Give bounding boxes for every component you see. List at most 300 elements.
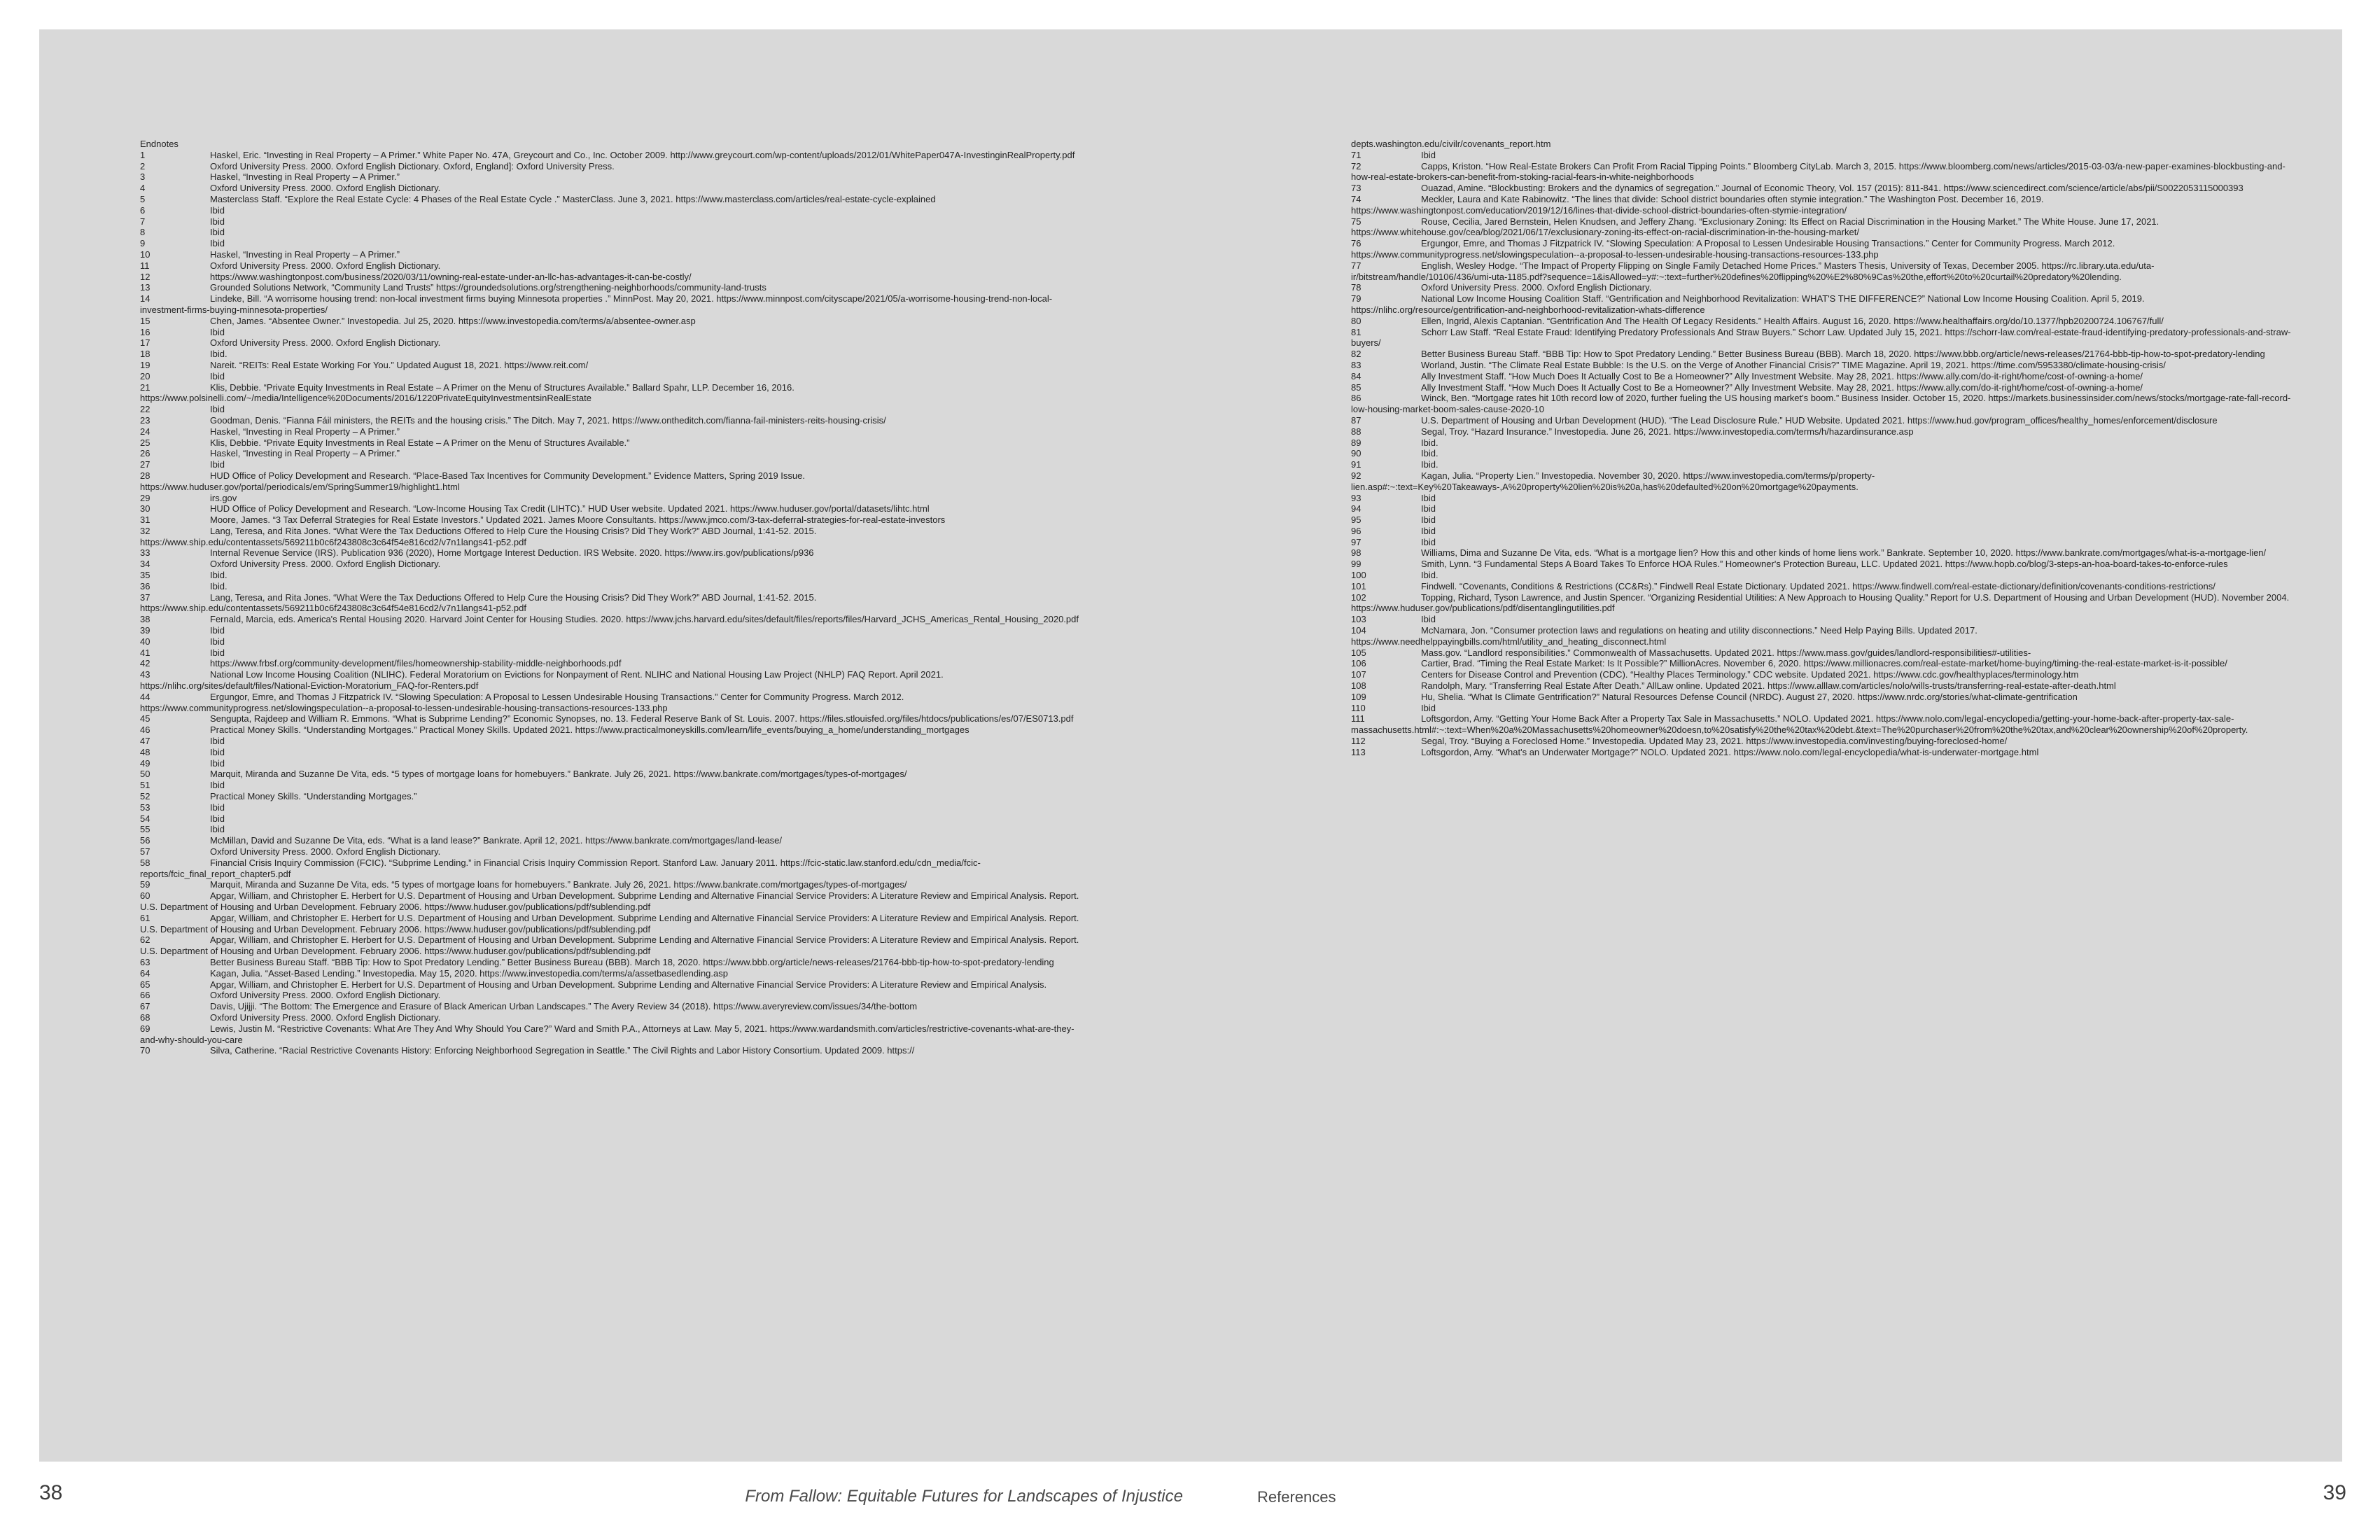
endnote-number: 44 bbox=[140, 691, 150, 702]
endnote-item-20 bbox=[140, 371, 1092, 382]
endnote-number: 46 bbox=[140, 724, 150, 736]
endnote-item-67 bbox=[140, 1001, 1092, 1012]
endnote-number: 19 bbox=[140, 359, 150, 370]
endnote-text: Ibid bbox=[210, 216, 225, 227]
endnote-number: 36 bbox=[140, 580, 150, 592]
endnote-item-77 bbox=[1351, 260, 2292, 283]
endnote-number: 68 bbox=[140, 1011, 150, 1023]
endnote-text: Ellen, Ingrid, Alexis Captanian. “Gentrification And The Health Of Legacy Residents.” Health Affairs. August 16, 2020. https://www.healthaffairs.org/do/10.1377/hpb20200724.106767/full/ bbox=[1421, 315, 2164, 326]
endnote-item-35 bbox=[140, 570, 1092, 581]
endnote-number: 91 bbox=[1351, 459, 1362, 470]
endnote-number: 63 bbox=[140, 956, 150, 967]
endnote-text: Worland, Justin. “The Climate Real Estate Bubble: Is the U.S. on the Verge of Another Financial Crisis?” TIME Magazine. April 19, 2021. https://time.com/5953380/climate-housing-crisis/ bbox=[1421, 359, 2166, 370]
endnote-text: Grounded Solutions Network, “Community Land Trusts” https://groundedsolutions.org/strengthening-neighborhoods/community-land-trusts bbox=[210, 282, 766, 293]
endnote-number: 113 bbox=[1351, 746, 1366, 757]
endnote-item-26 bbox=[140, 448, 1092, 459]
endnote-number: 45 bbox=[140, 713, 150, 724]
endnote-item-106 bbox=[1351, 658, 2292, 669]
endnote-number: 108 bbox=[1351, 680, 1366, 692]
endnote-text: Oxford University Press. 2000. Oxford English Dictionary. bbox=[210, 337, 441, 349]
endnote-number: 96 bbox=[1351, 525, 1362, 536]
endnote-text: Klis, Debbie. “Private Equity Investments in Real Estate – A Primer on the Menu of Structures Available.” bbox=[210, 437, 630, 448]
endnote-item-30 bbox=[140, 503, 1092, 514]
endnote-text: McMillan, David and Suzanne De Vita, eds. “What is a land lease?” Bankrate. April 12, 2021. https://www.bankrate.com/mortgages/land-lease/ bbox=[210, 835, 783, 846]
endnote-text: irs.gov bbox=[210, 492, 237, 503]
endnote-number: 14 bbox=[140, 293, 150, 304]
endnote-text: Oxford University Press. 2000. Oxford English Dictionary. bbox=[1421, 282, 1652, 293]
endnote-item-55 bbox=[140, 824, 1092, 835]
endnote-item-32 bbox=[140, 526, 1092, 548]
endnote-item-103 bbox=[1351, 614, 2292, 625]
endnotes-column-left bbox=[140, 139, 1092, 1056]
endnote-text: Meckler, Laura and Kate Rabinowitz. “The lines that divide: School district boundaries often stymie integration.” The Washington Post. December 16, 2019. https://www.washingtonpost.com/education/2019/12/16/lines-that-divide-school-district-boundaries-often-stymie-integration/ bbox=[1351, 193, 2044, 216]
endnote-item-73 bbox=[1351, 183, 2292, 194]
endnote-number: 75 bbox=[1351, 216, 1362, 227]
endnote-number: 109 bbox=[1351, 691, 1366, 702]
endnote-number: 95 bbox=[1351, 514, 1362, 526]
endnote-number: 98 bbox=[1351, 547, 1362, 559]
endnote-number: 62 bbox=[140, 934, 150, 946]
endnote-item-36 bbox=[140, 581, 1092, 592]
endnote-item-37 bbox=[140, 592, 1092, 615]
endnote-number: 85 bbox=[1351, 382, 1362, 393]
endnote-text: Silva, Catherine. “Racial Restrictive Covenants History: Enforcing Neighborhood Segregation in Seattle.” The Civil Rights and Labor History Consortium. Updated 2009. https:// bbox=[210, 1045, 915, 1056]
endnotes-right-list bbox=[1351, 150, 2292, 758]
endnote-number: 110 bbox=[1351, 702, 1366, 713]
endnote-text: McNamara, Jon. “Consumer protection laws and regulations on heating and utility disconnections.” Need Help Paying Bills. Updated 2017. https://www.needhelppayingbills.com/html/utility_and_heating_disconnect.html bbox=[1351, 625, 1977, 647]
endnote-text: Topping, Richard, Tyson Lawrence, and Justin Spencer. “Organizing Residential Utilities: A New Approach to Housing Quality.” Report for U.S. Department of Housing and Urban Development (HUD). November 2004. https://www.huduser.gov/publications/pdf/disentanglingutilities.pdf bbox=[1351, 592, 2290, 614]
endnote-number: 78 bbox=[1351, 282, 1362, 293]
endnote-text: Ibid bbox=[1421, 614, 1436, 625]
endnote-text: Haskel, “Investing in Real Property – A Primer.” bbox=[210, 172, 400, 183]
endnote-text: Rouse, Cecilia, Jared Bernstein, Helen Knudsen, and Jeffery Zhang. “Exclusionary Zoning: Its Effect on Racial Discrimination in the Housing Market.” The White House. June 17, 2021. https://www.whitehouse.gov/cea/blog/2021/06/17/exclusionary-zoning-its-effect-on-racial-discrimination-in-the-housing-market/ bbox=[1351, 216, 2160, 238]
endnote-text: Loftsgordon, Amy. “Getting Your Home Back After a Property Tax Sale in Massachusetts.” NOLO. Updated 2021. https://www.nolo.com/legal-encyclopedia/getting-your-home-back-after-property-tax-sale-massachusetts.html#:~:text=When%20a%20Massachusetts%20homeowner%20doesn,to%20satisfy%20the%20tax%20debt.&text=The%20purchaser%20from%20the%20tax,and%20clear%20ownership%20of%20property. bbox=[1351, 713, 2248, 736]
endnote-text: Masterclass Staff. “Explore the Real Estate Cycle: 4 Phases of the Real Estate Cycle .” MasterClass. June 3, 2021. https://www.masterclass.com/articles/real-estate-cycle-explained bbox=[210, 193, 936, 204]
endnote-item-16 bbox=[140, 327, 1092, 338]
endnote-item-14 bbox=[140, 293, 1092, 316]
endnote-item-7 bbox=[140, 216, 1092, 227]
endnote-number: 71 bbox=[1351, 149, 1362, 160]
endnote-item-111 bbox=[1351, 713, 2292, 736]
endnote-text: Loftsgordon, Amy. “What's an Underwater Mortgage?” NOLO. Updated 2021. https://www.nolo.com/legal-encyclopedia/what-is-underwater-mortgage.html bbox=[1421, 746, 2039, 757]
endnote-item-9 bbox=[140, 238, 1092, 249]
endnote-number: 17 bbox=[140, 337, 150, 349]
endnote-text: Marquit, Miranda and Suzanne De Vita, eds. “5 types of mortgage loans for homebuyers.” Bankrate. July 26, 2021. https://www.bankrate.com/mortgages/types-of-mortgages/ bbox=[210, 879, 907, 890]
endnote-number: 88 bbox=[1351, 426, 1362, 437]
endnote-number: 102 bbox=[1351, 592, 1366, 603]
endnote-item-113 bbox=[1351, 747, 2292, 758]
endnote-number: 89 bbox=[1351, 437, 1362, 448]
endnote-number: 23 bbox=[140, 414, 150, 426]
endnote-text: National Low Income Housing Coalition Staff. “Gentrification and Neighborhood Revitalization: WHAT'S THE DIFFERENCE?” National Low Income Housing Coalition. April 5, 2019. https://nlihc.org/resource/gentrification-and-neighborhood-revitalization-whats-difference bbox=[1351, 293, 2145, 315]
endnote-number: 111 bbox=[1351, 713, 1365, 724]
endnote-number: 1 bbox=[140, 149, 146, 160]
endnote-text: Oxford University Press. 2000. Oxford English Dictionary. Oxford, England]: Oxford University Press. bbox=[210, 160, 615, 172]
endnote-number: 39 bbox=[140, 625, 150, 636]
endnote-text: Lang, Teresa, and Rita Jones. “What Were the Tax Deductions Offered to Help Cure the Housing Crisis? Did They Work?” ABD Journal, 1:41-52. 2015. https://www.ship.edu/contentassets/569211b0c6f243808c3c64f54e816cd2/v7n1langs41-p52.pdf bbox=[140, 525, 817, 547]
endnote-number: 106 bbox=[1351, 658, 1366, 669]
endnote-item-101 bbox=[1351, 581, 2292, 592]
endnote-number: 58 bbox=[140, 857, 150, 868]
endnote-item-13 bbox=[140, 282, 1092, 293]
endnote-item-91 bbox=[1351, 459, 2292, 470]
endnote-text: Segal, Troy. “Hazard Insurance.” Investopedia. June 26, 2021. https://www.investopedia.com/terms/h/hazardinsurance.asp bbox=[1421, 426, 1914, 437]
endnote-item-61 bbox=[140, 913, 1092, 935]
endnote-text: Lang, Teresa, and Rita Jones. “What Were the Tax Deductions Offered to Help Cure the Housing Crisis? Did They Work?” ABD Journal, 1:41-52. 2015. https://www.ship.edu/contentassets/569211b0c6f243808c3c64f54e816cd2/v7n1langs41-p52.pdf bbox=[140, 592, 817, 614]
endnote-text: Ibid bbox=[210, 625, 225, 636]
endnote-item-48 bbox=[140, 747, 1092, 758]
endnote-item-81 bbox=[1351, 327, 2292, 349]
page-spread bbox=[39, 29, 2342, 1462]
endnote-number: 37 bbox=[140, 592, 150, 603]
endnote-item-25 bbox=[140, 438, 1092, 449]
endnote-item-84 bbox=[1351, 371, 2292, 382]
endnote-text: Klis, Debbie. “Private Equity Investments in Real Estate – A Primer on the Menu of Structures Available.” Ballard Spahr, LLP. December 16, 2016. https://www.polsinelli.com/~/media/Intelligence%20Documents/2016/1220PrivateEquityInvestmentsinRealEstate bbox=[140, 382, 794, 404]
endnote-text: Apgar, William, and Christopher E. Herbert for U.S. Department of Housing and Urban Development. Subprime Lending and Alternative Financial Service Providers: A Literature Review and Empirical Analysis. Report. U.S. Department of Housing and Urban Development. February 2006. https://www.huduser.gov/publications/pdf/sublending.pdf bbox=[140, 912, 1079, 934]
endnote-number: 93 bbox=[1351, 492, 1362, 503]
endnote-number: 107 bbox=[1351, 669, 1366, 680]
endnote-item-46 bbox=[140, 724, 1092, 736]
endnote-text: Centers for Disease Control and Prevention (CDC). “Healthy Places Terminology.” CDC website. Updated 2021. https://www.cdc.gov/healthyplaces/terminology.htm bbox=[1421, 669, 2079, 680]
endnote-item-60 bbox=[140, 890, 1092, 913]
endnote-text: Ibid. bbox=[1421, 448, 1438, 459]
endnote-item-72 bbox=[1351, 161, 2292, 183]
endnote-text: Fernald, Marcia, eds. America's Rental Housing 2020. Harvard Joint Center for Housing Studies. 2020. https://www.jchs.harvard.edu/sites/default/files/reports/files/Harvard_JCHS_Americas_Rental_Housing_2020.pdf bbox=[210, 614, 1079, 625]
endnote-text: Ibid. bbox=[210, 570, 227, 581]
endnote-text: Hu, Shelia. “What Is Climate Gentrification?” Natural Resources Defense Council (NRDC). August 27, 2020. https://www.nrdc.org/stories/what-climate-gentrification bbox=[1421, 691, 2078, 702]
endnote-text: Schorr Law Staff. “Real Estate Fraud: Identifying Predatory Professionals And Straw Buyers.” Schorr Law. Updated July 15, 2021. https://schorr-law.com/real-estate-fraud-identifying-predatory-professionals-and-straw-buyers/ bbox=[1351, 326, 2291, 349]
endnote-text: Ibid bbox=[210, 780, 225, 791]
endnote-item-19 bbox=[140, 360, 1092, 371]
endnote-item-2 bbox=[140, 161, 1092, 172]
endnote-text: Kagan, Julia. “Property Lien.” Investopedia. November 30, 2020. https://www.investopedia.com/terms/p/property-lien.asp#:~:text=Key%20Takeaways-,A%20property%20lien%20is%20a,has%20defaulted%20on%20mortgage%20payments. bbox=[1351, 470, 1875, 492]
endnote-continuation-line: depts.washington.edu/civilr/covenants_report.htm bbox=[1351, 139, 1551, 149]
endnote-item-47 bbox=[140, 736, 1092, 747]
endnote-item-5 bbox=[140, 194, 1092, 205]
endnote-item-62 bbox=[140, 934, 1092, 957]
endnote-number: 50 bbox=[140, 769, 150, 780]
endnote-text: Ibid bbox=[210, 204, 225, 216]
endnote-text: Davis, Ujijji. “The Bottom: The Emergence and Erasure of Black American Urban Landscapes.” The Avery Review 34 (2018). https://www.averyreview.com/issues/34/the-bottom bbox=[210, 1001, 918, 1012]
endnote-number: 66 bbox=[140, 990, 150, 1001]
endnote-item-95 bbox=[1351, 514, 2292, 526]
endnote-number: 29 bbox=[140, 492, 150, 503]
endnote-text: Ibid bbox=[210, 746, 225, 757]
endnote-item-34 bbox=[140, 559, 1092, 570]
endnote-number: 41 bbox=[140, 647, 150, 658]
endnote-item-21 bbox=[140, 382, 1092, 405]
endnote-number: 83 bbox=[1351, 359, 1362, 370]
endnote-text: Ibid bbox=[1421, 514, 1436, 526]
endnote-item-6 bbox=[140, 205, 1092, 216]
endnote-text: Oxford University Press. 2000. Oxford English Dictionary. bbox=[210, 559, 441, 570]
endnote-item-76 bbox=[1351, 238, 2292, 260]
endnote-number: 43 bbox=[140, 669, 150, 680]
endnote-item-93 bbox=[1351, 493, 2292, 504]
document-title: From Fallow: Equitable Futures for Landscapes of Injustice bbox=[745, 1487, 1183, 1506]
endnote-number: 33 bbox=[140, 547, 150, 559]
endnote-number: 76 bbox=[1351, 238, 1362, 249]
page-number-left: 38 bbox=[39, 1481, 63, 1504]
endnote-item-40 bbox=[140, 636, 1092, 648]
endnote-item-90 bbox=[1351, 448, 2292, 459]
endnote-item-99 bbox=[1351, 559, 2292, 570]
endnote-item-70 bbox=[140, 1045, 1092, 1056]
endnote-text: Ibid. bbox=[1421, 437, 1438, 448]
endnote-text: Ally Investment Staff. “How Much Does It Actually Cost to Be a Homeowner?” Ally Investment Website. May 28, 2021. https://www.ally.com/do-it-right/home/cost-of-owning-a-home/ bbox=[1421, 370, 2143, 382]
endnote-number: 26 bbox=[140, 448, 150, 459]
endnote-item-87 bbox=[1351, 415, 2292, 426]
endnote-number: 6 bbox=[140, 204, 146, 216]
endnote-item-24 bbox=[140, 426, 1092, 438]
endnote-text: Apgar, William, and Christopher E. Herbert for U.S. Department of Housing and Urban Development. Subprime Lending and Alternative Financial Service Providers: A Literature Review and Empirical Analysis. bbox=[210, 979, 1047, 990]
endnote-number: 53 bbox=[140, 802, 150, 813]
endnote-number: 2 bbox=[140, 160, 146, 172]
endnote-item-68 bbox=[140, 1012, 1092, 1023]
endnote-item-109 bbox=[1351, 692, 2292, 703]
endnote-item-50 bbox=[140, 769, 1092, 780]
endnote-number: 12 bbox=[140, 271, 150, 282]
endnote-item-82 bbox=[1351, 349, 2292, 360]
endnote-number: 15 bbox=[140, 315, 150, 326]
endnote-item-51 bbox=[140, 780, 1092, 791]
endnote-item-96 bbox=[1351, 526, 2292, 537]
endnote-text: Winck, Ben. “Mortgage rates hit 10th record low of 2020, further fueling the US housing market's boom.” Business Insider. October 15, 2020. https://markets.businessinsider.com/news/stocks/mortgage-rate-fall-record-low-housing-market-boom-sales-cause-2020-10 bbox=[1351, 393, 2291, 415]
endnote-text: U.S. Department of Housing and Urban Development (HUD). “The Lead Disclosure Rule.” HUD Website. Updated 2021. https://www.hud.gov/program_offices/healthy_homes/enforcement/disclosure bbox=[1421, 414, 2218, 426]
endnote-item-53 bbox=[140, 802, 1092, 813]
endnote-text: Practical Money Skills. “Understanding Mortgages.” Practical Money Skills. Updated 2021. https://www.practicalmoneyskills.com/learn/life_events/buying_a_home/understanding_mortgages bbox=[210, 724, 969, 736]
endnote-number: 13 bbox=[140, 282, 150, 293]
endnote-number: 32 bbox=[140, 525, 150, 536]
endnote-item-39 bbox=[140, 625, 1092, 636]
endnote-number: 21 bbox=[140, 382, 150, 393]
endnote-item-23 bbox=[140, 415, 1092, 426]
endnote-item-4 bbox=[140, 183, 1092, 194]
endnote-number: 9 bbox=[140, 238, 146, 249]
endnote-number: 7 bbox=[140, 216, 146, 227]
endnote-item-65 bbox=[140, 979, 1092, 990]
endnote-text: Oxford University Press. 2000. Oxford English Dictionary. bbox=[210, 990, 441, 1001]
endnote-number: 105 bbox=[1351, 647, 1366, 658]
endnote-text: Ibid bbox=[210, 326, 225, 337]
endnote-text: Ibid bbox=[210, 802, 225, 813]
endnote-number: 55 bbox=[140, 824, 150, 835]
endnote-item-11 bbox=[140, 260, 1092, 272]
endnote-number: 48 bbox=[140, 746, 150, 757]
endnote-number: 67 bbox=[140, 1001, 150, 1012]
endnote-number: 51 bbox=[140, 780, 150, 791]
endnote-text: English, Wesley Hodge. “The Impact of Property Flipping on Single Family Detached Home Prices.” Masters Thesis, University of Texas, December 2005. https://rc.library.uta.edu/uta-ir/bitstream/handle/10106/436/umi-uta-1185.pdf?sequence=1&isAllowed=y#:~:text=further%20defines%20flipping%20%E2%80%9Cas%20the,effort%20to%20curtail%20predatory%20lending. bbox=[1351, 260, 2155, 282]
endnote-text: Oxford University Press. 2000. Oxford English Dictionary. bbox=[210, 1011, 441, 1023]
endnote-number: 30 bbox=[140, 503, 150, 514]
page-number-right: 39 bbox=[2323, 1481, 2346, 1504]
endnote-item-107 bbox=[1351, 669, 2292, 680]
endnote-number: 31 bbox=[140, 514, 150, 526]
endnote-text: Ibid bbox=[210, 813, 225, 824]
endnote-text: Kagan, Julia. “Asset-Based Lending.” Investopedia. May 15, 2020. https://www.investopedia.com/terms/a/assetbasedlending.asp bbox=[210, 967, 728, 979]
endnote-item-10 bbox=[140, 249, 1092, 260]
endnote-item-112 bbox=[1351, 736, 2292, 747]
endnote-text: Haskel, “Investing in Real Property – A Primer.” bbox=[210, 426, 400, 437]
endnote-number: 49 bbox=[140, 757, 150, 769]
endnote-number: 69 bbox=[140, 1023, 150, 1034]
endnote-number: 10 bbox=[140, 248, 150, 260]
endnote-item-100 bbox=[1351, 570, 2292, 581]
endnote-number: 42 bbox=[140, 658, 150, 669]
endnote-text: Ibid bbox=[210, 227, 225, 238]
endnote-text: Cartier, Brad. “Timing the Real Estate Market: Is It Possible?” MillionAcres. November 6, 2020. https://www.millionacres.com/real-estate-market/home-buying/timing-the-real-estate-market-is-it-possible/ bbox=[1421, 658, 2227, 669]
endnote-number: 112 bbox=[1351, 736, 1366, 747]
endnote-number: 101 bbox=[1351, 580, 1366, 592]
endnote-text: Practical Money Skills. “Understanding Mortgages.” bbox=[210, 791, 417, 802]
endnote-text: Better Business Bureau Staff. “BBB Tip: How to Spot Predatory Lending.” Better Business Bureau (BBB). March 18, 2020. https://www.bbb.org/article/news-releases/21764-bbb-tip-how-to-spot-predatory-lending bbox=[210, 956, 1054, 967]
endnote-number: 90 bbox=[1351, 448, 1362, 459]
endnote-item-108 bbox=[1351, 680, 2292, 692]
endnote-number: 18 bbox=[140, 349, 150, 360]
endnote-number: 97 bbox=[1351, 536, 1362, 547]
endnote-item-75 bbox=[1351, 216, 2292, 239]
endnote-number: 4 bbox=[140, 183, 146, 194]
endnote-text: Ibid. bbox=[210, 349, 227, 360]
endnote-item-54 bbox=[140, 813, 1092, 825]
endnote-item-41 bbox=[140, 648, 1092, 659]
endnote-text: Ibid bbox=[210, 238, 225, 249]
endnote-number: 57 bbox=[140, 846, 150, 857]
endnote-number: 52 bbox=[140, 791, 150, 802]
endnote-item-85 bbox=[1351, 382, 2292, 393]
endnote-text: Apgar, William, and Christopher E. Herbert for U.S. Department of Housing and Urban Development. Subprime Lending and Alternative Financial Service Providers: A Literature Review and Empirical Analysis. Report. U.S. Department of Housing and Urban Development. February 2006. https://www.huduser.gov/publications/pdf/sublending.pdf bbox=[140, 890, 1079, 912]
endnote-item-92 bbox=[1351, 470, 2292, 493]
endnote-number: 100 bbox=[1351, 570, 1366, 581]
endnote-number: 38 bbox=[140, 614, 150, 625]
endnote-number: 104 bbox=[1351, 625, 1366, 636]
endnote-number: 65 bbox=[140, 979, 150, 990]
endnote-item-105 bbox=[1351, 648, 2292, 659]
endnotes-left-list bbox=[140, 150, 1092, 1056]
endnote-item-88 bbox=[1351, 426, 2292, 438]
endnote-text: Ibid bbox=[210, 824, 225, 835]
endnote-number: 70 bbox=[140, 1045, 150, 1056]
endnote-text: Ibid bbox=[1421, 536, 1436, 547]
endnote-text: National Low Income Housing Coalition (NLIHC). Federal Moratorium on Evictions for Nonpayment of Rent. NLIHC and National Housing Law Project (NHLP) FAQ Report. April 2021. https://nlihc.org/sites/default/files/National-Eviction-Moratorium_FAQ-for-Renters.pdf bbox=[140, 669, 944, 692]
endnote-number: 84 bbox=[1351, 370, 1362, 382]
endnote-text: Ibid. bbox=[210, 580, 227, 592]
endnote-text: Ibid bbox=[1421, 525, 1436, 536]
endnote-item-69 bbox=[140, 1023, 1092, 1046]
endnote-text: HUD Office of Policy Development and Research. “Place-Based Tax Incentives for Community Development.” Evidence Matters, Spring 2019 Issue. https://www.huduser.gov/portal/periodicals/em/SpringSummer19/highlight1.html bbox=[140, 470, 805, 492]
endnote-text: Ibid bbox=[1421, 492, 1436, 503]
endnote-number: 16 bbox=[140, 326, 150, 337]
endnote-number: 3 bbox=[140, 172, 146, 183]
endnote-text: Ibid. bbox=[1421, 459, 1438, 470]
endnote-text: Chen, James. “Absentee Owner.” Investopedia. Jul 25, 2020. https://www.investopedia.com/terms/a/absentee-owner.asp bbox=[210, 315, 696, 326]
endnote-item-38 bbox=[140, 614, 1092, 625]
endnote-text: Oxford University Press. 2000. Oxford English Dictionary. bbox=[210, 846, 441, 857]
endnotes-column-right bbox=[1351, 139, 2292, 758]
endnote-number: 92 bbox=[1351, 470, 1362, 481]
endnote-number: 35 bbox=[140, 570, 150, 581]
endnote-item-97 bbox=[1351, 537, 2292, 548]
endnotes-heading: Endnotes bbox=[140, 139, 178, 149]
endnote-number: 27 bbox=[140, 459, 150, 470]
endnote-text: Ergungor, Emre, and Thomas J Fitzpatrick IV. “Slowing Speculation: A Proposal to Lessen Undesirable Housing Transactions.” Center for Community Progress. March 2012. https://www.communityprogress.net/slowingspeculation--a-proposal-to-lessen-undesirable-housing-transactions-resources-133.php bbox=[140, 691, 904, 713]
endnote-item-78 bbox=[1351, 282, 2292, 293]
section-label: References bbox=[1257, 1488, 1336, 1506]
endnote-number: 28 bbox=[140, 470, 150, 481]
endnote-number: 73 bbox=[1351, 183, 1362, 194]
endnote-item-59 bbox=[140, 879, 1092, 890]
endnote-text: https://www.frbsf.org/community-development/files/homeownership-stability-middle-neighborhoods.pdf bbox=[210, 658, 622, 669]
endnote-number: 22 bbox=[140, 404, 150, 415]
endnote-text: Haskel, Eric. “Investing in Real Property – A Primer.” White Paper No. 47A, Greycourt and Co., Inc. October 2009. http://www.greycourt.com/wp-content/uploads/2012/01/WhitePaper047A-InvestinginRealProperty.pdf bbox=[210, 149, 1075, 160]
endnote-item-18 bbox=[140, 349, 1092, 360]
endnote-item-71 bbox=[1351, 150, 2292, 161]
endnote-item-29 bbox=[140, 493, 1092, 504]
endnote-item-42 bbox=[140, 658, 1092, 669]
endnote-text: Ibid bbox=[210, 647, 225, 658]
endnote-text: Lewis, Justin M. “Restrictive Covenants: What Are They And Why Should You Care?” Ward and Smith P.A., Attorneys at Law. May 5, 2021. https://www.wardandsmith.com/articles/restrictive-covenants-what-are-they-and-why-should-you-care bbox=[140, 1023, 1074, 1045]
endnote-number: 8 bbox=[140, 227, 146, 238]
endnote-text: Financial Crisis Inquiry Commission (FCIC). “Subprime Lending.” in Financial Crisis Inquiry Commission Report. Stanford Law. January 2011. https://fcic-static.law.stanford.edu/cdn_media/fcic-reports/fcic_final_report_chapter5.pdf bbox=[140, 857, 981, 879]
endnote-text: Ibid bbox=[1421, 702, 1436, 713]
endnote-text: Ouazad, Amine. “Blockbusting: Brokers and the dynamics of segregation.” Journal of Economic Theory, Vol. 157 (2015): 811-841. https://www.sciencedirect.com/science/article/abs/pii/S0022053115000393 bbox=[1421, 183, 2244, 194]
endnote-item-45 bbox=[140, 713, 1092, 724]
endnote-item-89 bbox=[1351, 438, 2292, 449]
endnote-text: Capps, Kriston. “How Real-Estate Brokers Can Profit From Racial Tipping Points.” Bloomberg CityLab. March 3, 2015. https://www.bloomberg.com/news/articles/2015-03-03/a-new-paper-examines-blockbusting-and-how-real-estate-brokers-can-benefit-from-stoking-racial-fears-in-white-neighborhoods bbox=[1351, 160, 2286, 183]
endnote-text: Randolph, Mary. “Transferring Real Estate After Death.” AllLaw online. Updated 2021. https://www.alllaw.com/articles/nolo/wills-trusts/transferring-real-estate-after-death.html bbox=[1421, 680, 2116, 692]
endnote-item-22 bbox=[140, 404, 1092, 415]
endnote-item-86 bbox=[1351, 393, 2292, 415]
endnote-text: Ibid bbox=[210, 736, 225, 747]
endnote-text: Haskel, “Investing in Real Property – A Primer.” bbox=[210, 248, 400, 260]
endnote-item-64 bbox=[140, 968, 1092, 979]
endnote-item-83 bbox=[1351, 360, 2292, 371]
endnote-number: 47 bbox=[140, 736, 150, 747]
endnote-item-104 bbox=[1351, 625, 2292, 648]
endnote-number: 74 bbox=[1351, 193, 1362, 204]
endnote-number: 82 bbox=[1351, 349, 1362, 360]
endnote-item-98 bbox=[1351, 547, 2292, 559]
endnote-text: Goodman, Denis. “Fianna Fáil ministers, the REITs and the housing crisis.” The Ditch. May 7, 2021. https://www.ontheditch.com/fianna-fail-ministers-reits-housing-crisis/ bbox=[210, 414, 886, 426]
endnote-number: 99 bbox=[1351, 559, 1362, 570]
endnote-item-94 bbox=[1351, 503, 2292, 514]
endnote-number: 54 bbox=[140, 813, 150, 824]
endnote-item-12 bbox=[140, 272, 1092, 283]
endnote-text: Smith, Lynn. “3 Fundamental Steps A Board Takes To Enforce HOA Rules.” Homeowner's Protection Bureau, LLC. Updated 2021. https://www.hopb.co/blog/3-steps-an-hoa-board-takes-to-enforce-rules bbox=[1421, 559, 2228, 570]
endnote-text: Findwell. “Covenants, Conditions & Restrictions (CC&Rs).” Findwell Real Estate Dictionary. Updated 2021. https://www.findwell.com/real-estate-dictionary/definition/covenants-conditions-restrictions/ bbox=[1421, 580, 2216, 592]
endnote-item-56 bbox=[140, 835, 1092, 846]
endnote-item-102 bbox=[1351, 592, 2292, 615]
endnote-item-74 bbox=[1351, 194, 2292, 216]
endnote-item-15 bbox=[140, 316, 1092, 327]
endnote-text: Ibid bbox=[1421, 503, 1436, 514]
endnote-number: 40 bbox=[140, 636, 150, 647]
endnote-item-3 bbox=[140, 172, 1092, 183]
endnote-text: Williams, Dima and Suzanne De Vita, eds. “What is a mortgage lien? How this and other kinds of home liens work.” Bankrate. September 10, 2020. https://www.bankrate.com/mortgages/what-is-a-mortgage-lien/ bbox=[1421, 547, 2267, 559]
endnote-item-31 bbox=[140, 514, 1092, 526]
endnote-item-17 bbox=[140, 337, 1092, 349]
endnote-number: 56 bbox=[140, 835, 150, 846]
endnote-text: Internal Revenue Service (IRS). Publication 936 (2020), Home Mortgage Interest Deduction. IRS Website. 2020. https://www.irs.gov/publications/p936 bbox=[210, 547, 814, 559]
endnote-number: 11 bbox=[140, 260, 150, 271]
endnote-number: 5 bbox=[140, 193, 146, 204]
endnote-text: Segal, Troy. “Buying a Foreclosed Home.” Investopedia. Updated May 23, 2021. https://www.investopedia.com/investing/buying-foreclosed-home/ bbox=[1421, 736, 2008, 747]
endnote-number: 34 bbox=[140, 559, 150, 570]
endnote-item-8 bbox=[140, 227, 1092, 238]
endnote-number: 87 bbox=[1351, 414, 1362, 426]
endnote-number: 20 bbox=[140, 370, 150, 382]
endnote-text: Ally Investment Staff. “How Much Does It Actually Cost to Be a Homeowner?” Ally Investment Website. May 28, 2021. https://www.ally.com/do-it-right/home/cost-of-owning-a-home/ bbox=[1421, 382, 2143, 393]
